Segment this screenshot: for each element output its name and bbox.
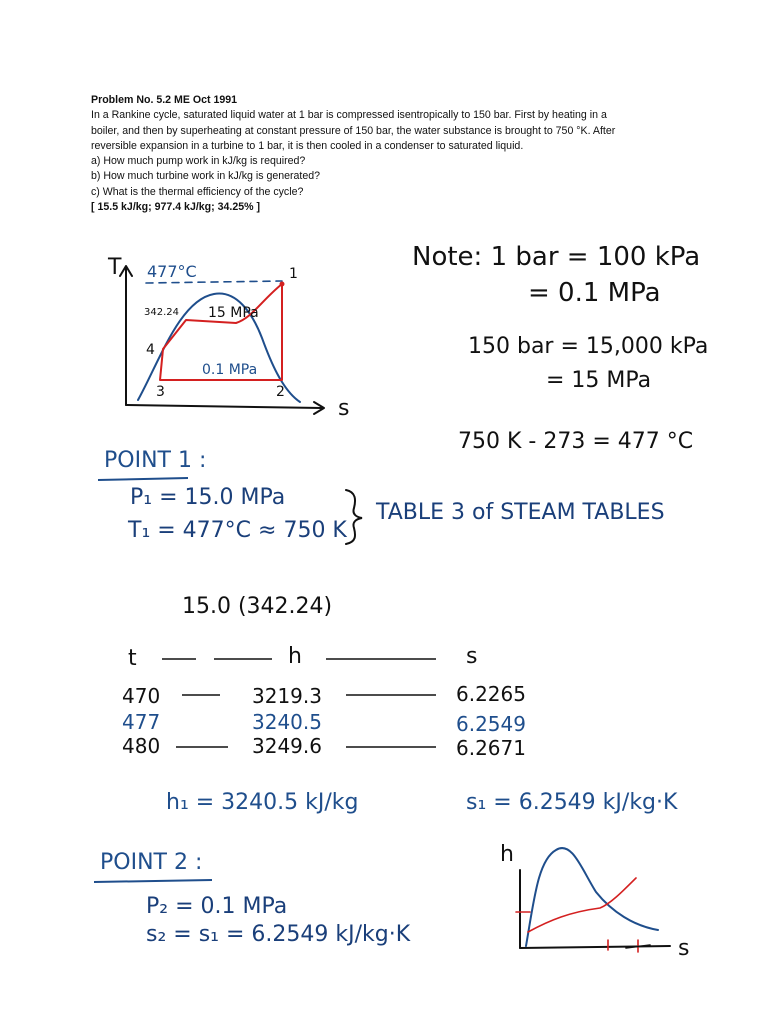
ts-temp-label: 477°C <box>147 262 197 281</box>
ts-high-pressure-label: 15 MPa <box>208 305 259 321</box>
ts-point-1: 1 <box>289 266 298 282</box>
table-cell-h-interpolated: 3240.5 <box>252 710 322 734</box>
table-cell-s: 6.2265 <box>456 682 526 706</box>
steam-table-reference: TABLE 3 of STEAM TABLES <box>376 500 665 525</box>
table-cell-h: 3249.6 <box>252 734 322 758</box>
question-c: c) What is the thermal efficiency of the cycle? <box>91 185 304 198</box>
point2-entropy: s₂ = s₁ = 6.2549 kJ/kg·K <box>146 922 411 947</box>
point1-temperature: T₁ = 477°C ≈ 750 K <box>128 518 347 543</box>
brace <box>346 490 362 544</box>
hs-diagram <box>516 848 670 952</box>
col-header-h: h <box>288 644 302 669</box>
ts-point-3: 3 <box>156 384 165 400</box>
ts-t-axis-label: T <box>108 255 122 280</box>
problem-line: In a Rankine cycle, saturated liquid water at 1 bar is compressed isentropically to 150 bar. First by heating in a <box>91 109 607 122</box>
table-cell-h: 3219.3 <box>252 684 322 708</box>
note-bar-to-mpa: = 0.1 MPa <box>528 278 661 308</box>
point1-pressure: P₁ = 15.0 MPa <box>130 485 286 510</box>
question-b: b) How much turbine work in kJ/kg is generated? <box>91 170 321 183</box>
table-lookup-pressure: 15.0 (342.24) <box>182 594 333 619</box>
ts-point-4: 4 <box>146 342 155 358</box>
point1-heading: POINT 1 : <box>104 448 207 473</box>
col-header-s: s <box>466 644 478 669</box>
col-header-t: t <box>128 646 137 671</box>
table-cell-t: 470 <box>122 684 161 708</box>
question-a: a) How much pump work in kJ/kg is required? <box>91 155 306 168</box>
ts-diagram <box>120 266 324 414</box>
table-cell-t: 480 <box>122 734 161 758</box>
ts-s-axis-label: s <box>338 396 350 421</box>
table-cell-t-interpolated: 477 <box>122 710 161 734</box>
ts-sat-temp-label: 342.24 <box>144 307 179 318</box>
note-kelvin-to-celsius: 750 K - 273 = 477 °C <box>458 429 694 454</box>
hs-h-axis-label: h <box>500 842 514 867</box>
problem-line: boiler, and then by superheating at constant pressure of 150 bar, the water substance is brought to 750 °K. After <box>91 124 616 137</box>
note-150bar-kpa: 150 bar = 15,000 kPa <box>468 334 709 359</box>
note-150bar-mpa: = 15 MPa <box>546 368 652 393</box>
heading-underline <box>98 478 188 480</box>
result-h1: h₁ = 3240.5 kJ/kg <box>166 790 359 815</box>
answer-key: [ 15.5 kJ/kg; 977.4 kJ/kg; 34.25% ] <box>91 201 261 214</box>
problem-title: Problem No. 5.2 ME Oct 1991 <box>91 94 238 106</box>
point2-heading: POINT 2 : <box>100 850 203 875</box>
note-bar-to-kpa: Note: 1 bar = 100 kPa <box>412 242 701 272</box>
heading-underline <box>94 880 212 882</box>
ts-low-pressure-label: 0.1 MPa <box>202 362 258 378</box>
result-s1: s₁ = 6.2549 kJ/kg·K <box>466 790 678 815</box>
ts-point-2: 2 <box>276 384 285 400</box>
table-cell-s: 6.2671 <box>456 736 526 760</box>
problem-line: reversible expansion in a turbine to 1 bar, it is then cooled in a condenser to saturated liquid. <box>91 139 524 152</box>
hs-s-axis-label: s <box>678 936 690 961</box>
point2-pressure: P₂ = 0.1 MPa <box>146 894 288 919</box>
table-cell-s-interpolated: 6.2549 <box>456 712 526 736</box>
